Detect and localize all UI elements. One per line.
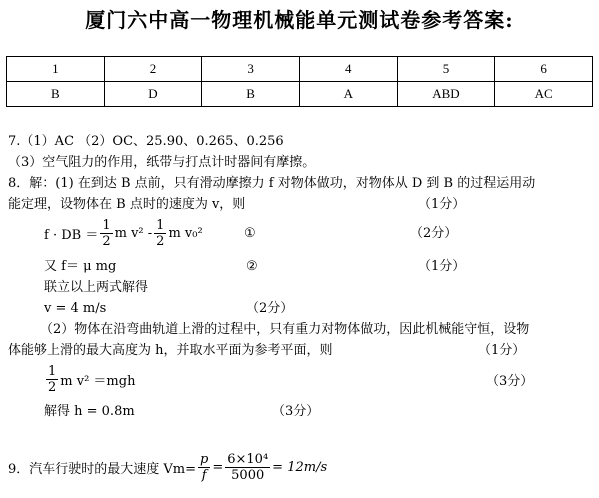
table-header-cell: 4 xyxy=(299,57,397,82)
q7-line2: （3）空气阻力的作用，纸带与打点计时器间有摩擦。 xyxy=(8,155,316,170)
q9-frac2-num: 6×10⁴ xyxy=(227,452,269,467)
q9-frac1-den: f xyxy=(201,468,207,483)
table-header-cell: 3 xyxy=(202,57,300,82)
q8-part2-line1: （2）物体在沿弯曲轨道上滑的过程中，只有重力对物体做功，因此机械能守恒，设物 xyxy=(40,322,530,337)
q8-score2: （2分） xyxy=(410,226,458,241)
eq1-frac1-den: 2 xyxy=(102,234,111,249)
q8-h-result: 解得 h = 0.8m xyxy=(44,404,135,419)
q9-eq: = xyxy=(212,460,224,475)
eq1-frac1 xyxy=(100,218,112,249)
q9-result: = 12m/s xyxy=(272,460,328,475)
table-header-cell: 1 xyxy=(7,57,105,82)
eq1-frac1-num: 1 xyxy=(102,218,111,233)
eq3-frac-den: 2 xyxy=(48,380,57,395)
eq1-end: m v₀² xyxy=(168,226,203,241)
answer-cell: A xyxy=(299,82,397,107)
q9-frac1 xyxy=(198,452,210,483)
q8-equation3 xyxy=(44,364,135,395)
answer-table xyxy=(6,56,593,107)
q8-score6: （3分） xyxy=(486,374,534,389)
q9-frac1-num: p xyxy=(200,452,209,467)
q9-frac2-den: 5000 xyxy=(231,468,265,483)
eq1-mark: ① xyxy=(244,226,256,241)
q8-equation2: 又 f＝ μ mg xyxy=(44,259,117,274)
eq3-frac-num: 1 xyxy=(48,364,57,379)
q8-score4: （2分） xyxy=(246,301,294,316)
q7-line1: 7.（1）AC （2）OC、25.90、0.265、0.256 xyxy=(8,134,284,149)
table-header-cell: 2 xyxy=(104,57,202,82)
q8-score5: （1分） xyxy=(478,343,526,358)
q8-combine-line: 联立以上两式解得 xyxy=(44,280,149,295)
answer-cell: D xyxy=(104,82,202,107)
eq1-mid: m v² - xyxy=(114,226,153,241)
q8-line1: 8．解：(1) 在到达 B 点前，只有滑动摩擦力 f 对物体做功，对物体从 D 到 B 的过程运用动 xyxy=(8,176,536,191)
q8-score3: （1分） xyxy=(418,259,466,274)
eq1-lhs: f · DB ＝ xyxy=(44,228,99,243)
q9-equation xyxy=(8,452,327,483)
q8-part2-line2: 体能够上滑的最大高度为 h，并取水平面为参考平面，则 xyxy=(8,343,333,358)
table-header-cell: 6 xyxy=(495,57,593,82)
page-title: 厦门六中高一物理机械能单元测试卷参考答案: xyxy=(85,8,514,32)
q8-v-result: v = 4 m/s xyxy=(44,301,107,316)
q8-score7: （3分） xyxy=(272,404,320,419)
q8-equation1 xyxy=(44,218,203,249)
table-header-cell: 5 xyxy=(397,57,495,82)
q8-score1: （1分） xyxy=(418,197,466,212)
eq1-frac2-den: 2 xyxy=(156,234,165,249)
eq1-frac2-num: 1 xyxy=(156,218,165,233)
q8-line2: 能定理，设物体在 B 点时的速度为 v，则 xyxy=(8,197,246,212)
q9-text: 9．汽车行驶时的最大速度 Vm= xyxy=(8,462,197,477)
eq1-frac2 xyxy=(154,218,166,249)
table-row xyxy=(7,82,593,107)
eq3-frac xyxy=(46,364,58,395)
answer-cell: AC xyxy=(495,82,593,107)
eq2-mark: ② xyxy=(246,259,258,274)
answer-cell: B xyxy=(202,82,300,107)
answer-cell: ABD xyxy=(397,82,495,107)
table-header-row xyxy=(7,57,593,82)
answer-cell: B xyxy=(7,82,105,107)
q9-frac2 xyxy=(225,452,270,483)
eq3-rest: m v² ＝mgh xyxy=(60,374,136,389)
